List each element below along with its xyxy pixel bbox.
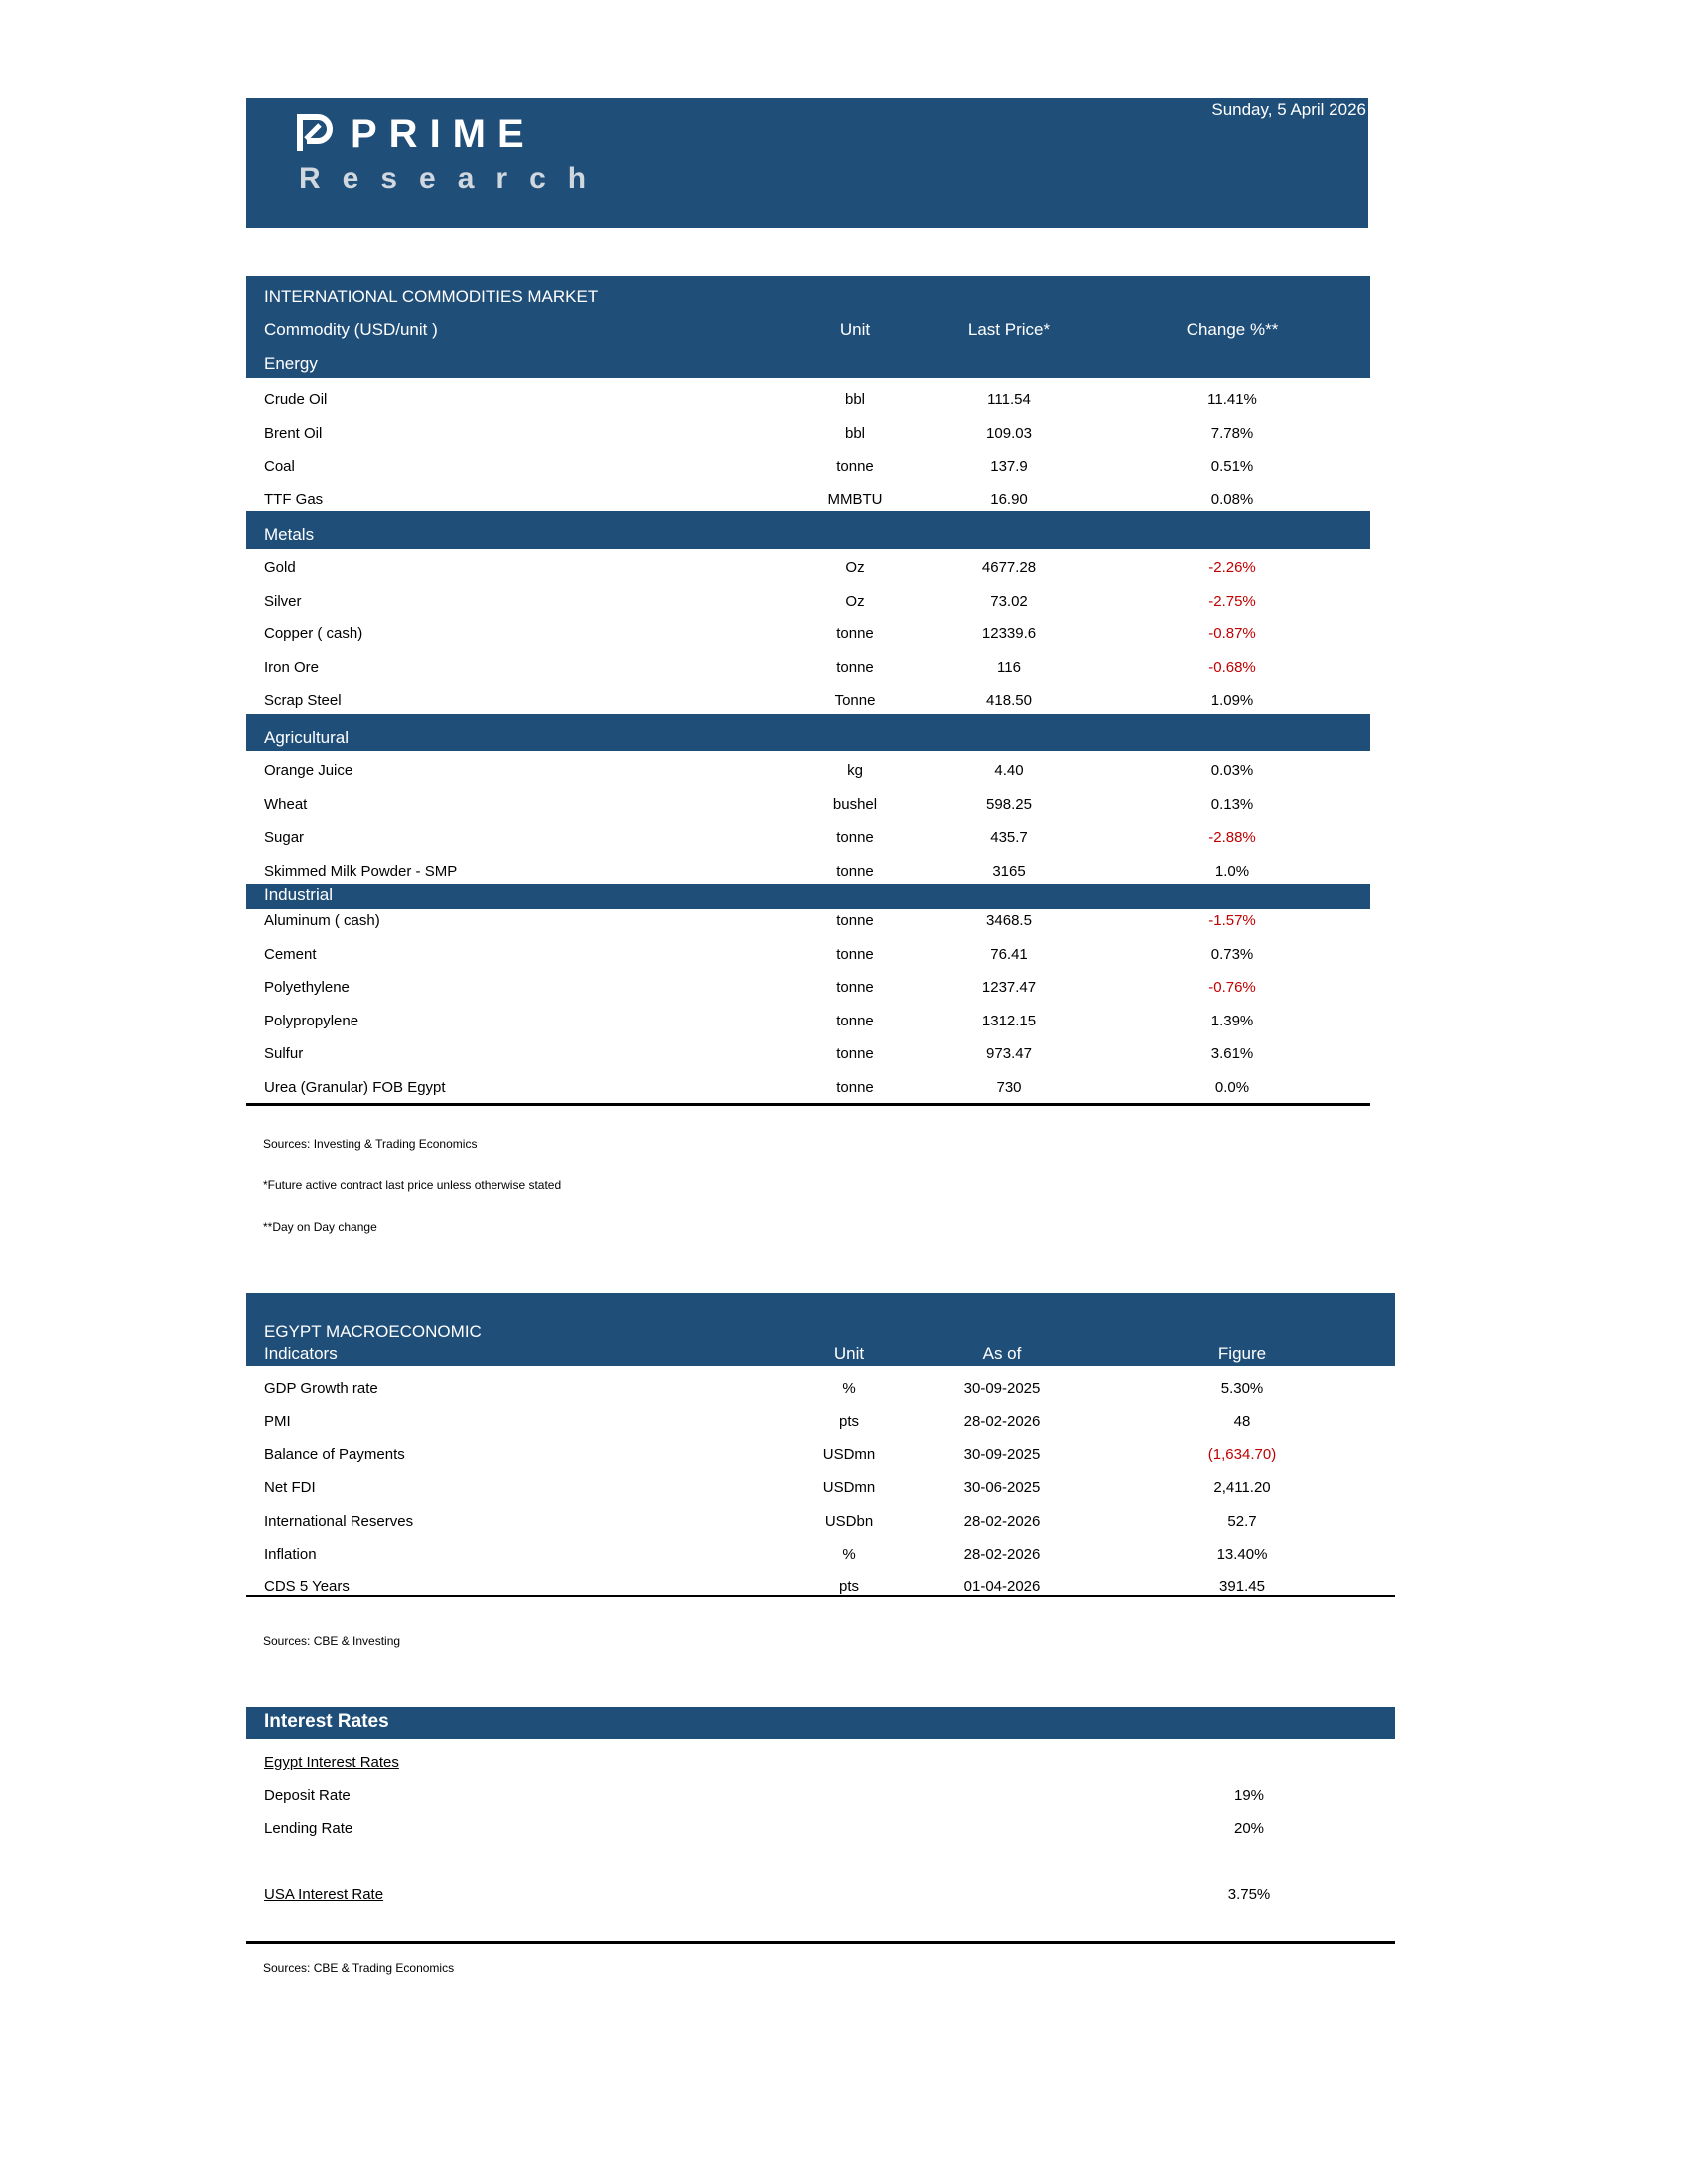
commodity-unit: tonne <box>836 658 874 676</box>
lending-rate-label: Lending Rate <box>264 1820 353 1837</box>
commodity-last-price: 1312.15 <box>981 1012 1037 1029</box>
table-row <box>246 450 1370 483</box>
col-change: Change %** <box>1186 320 1279 339</box>
col-indicators: Indicators <box>264 1344 338 1363</box>
commodity-last-price: 73.02 <box>990 592 1028 610</box>
indicator-unit: % <box>842 1546 856 1563</box>
col-figure: Figure <box>1217 1344 1267 1363</box>
indicator-figure: 52.7 <box>1227 1512 1257 1530</box>
commodity-unit: Tonne <box>834 692 876 709</box>
table-row <box>246 971 1370 1005</box>
table-row <box>246 938 1370 972</box>
commodity-last-price: 137.9 <box>990 458 1028 475</box>
commodity-name: Aluminum ( cash) <box>264 912 380 929</box>
rates-source-note: Sources: CBE & Trading Economics <box>263 1961 455 1975</box>
table-row <box>246 904 1370 938</box>
commodity-unit: tonne <box>836 829 874 846</box>
commodity-unit: tonne <box>836 1012 874 1029</box>
commodity-name: Brent Oil <box>264 424 323 442</box>
commodities-header <box>246 276 1370 378</box>
commodity-name: Skimmed Milk Powder - SMP <box>264 862 458 880</box>
table-row <box>246 551 1370 585</box>
commodity-name: Silver <box>264 592 302 610</box>
logo-wordmark-research: Research <box>299 162 609 195</box>
indicator-name: GDP Growth rate <box>264 1380 378 1397</box>
table-row <box>246 821 1370 855</box>
macro-title: EGYPT MACROECONOMIC <box>264 1322 482 1341</box>
deposit-rate-value: 19% <box>1233 1787 1265 1804</box>
commodity-name: Urea (Granular) FOB Egypt <box>264 1078 446 1096</box>
commodity-name: Coal <box>264 458 295 475</box>
commodity-change: -2.75% <box>1208 592 1256 610</box>
macro-header <box>246 1293 1395 1366</box>
commodity-unit: tonne <box>836 979 874 996</box>
indicator-figure: 391.45 <box>1219 1578 1265 1596</box>
commodity-unit: tonne <box>836 945 874 963</box>
indicator-name: Net FDI <box>264 1479 316 1497</box>
table-row <box>246 1570 1395 1604</box>
commodity-change: -0.87% <box>1208 625 1256 642</box>
col-last-price: Last Price* <box>967 320 1051 339</box>
table-row <box>246 1372 1395 1406</box>
commodity-name: Gold <box>264 559 296 576</box>
table-row <box>246 1037 1370 1071</box>
indicator-unit: USDmn <box>822 1445 876 1463</box>
commodity-name: Sulfur <box>264 1045 304 1062</box>
indicator-as-of: 30-09-2025 <box>963 1380 1041 1397</box>
report-date: Sunday, 5 April 2026 <box>1211 100 1366 119</box>
commodity-name: Sugar <box>264 829 305 846</box>
commodity-name: Polypropylene <box>264 1012 359 1029</box>
commodity-unit: bushel <box>832 795 878 813</box>
commodities-bottom-rule <box>246 1103 1370 1106</box>
commodity-change: -2.88% <box>1208 829 1256 846</box>
commodity-change: 1.0% <box>1214 862 1250 880</box>
commodity-unit: tonne <box>836 1078 874 1096</box>
indicator-figure: 48 <box>1233 1413 1251 1431</box>
rates-bottom-rule <box>246 1941 1395 1944</box>
commodity-last-price: 16.90 <box>990 490 1028 508</box>
commodity-change: 0.0% <box>1214 1078 1250 1096</box>
commodity-change: 3.61% <box>1210 1045 1254 1062</box>
indicator-as-of: 30-09-2025 <box>963 1445 1041 1463</box>
commodity-unit: Oz <box>845 559 865 576</box>
commodity-last-price: 76.41 <box>990 945 1028 963</box>
report-header <box>246 98 1368 228</box>
indicator-figure: (1,634.70) <box>1207 1445 1277 1463</box>
col-commodity: Commodity (USD/unit ) <box>264 320 438 339</box>
col-macro-unit: Unit <box>833 1344 865 1363</box>
lending-rate-row <box>246 1812 1395 1845</box>
commodity-last-price: 1237.47 <box>981 979 1037 996</box>
indicator-as-of: 28-02-2026 <box>963 1512 1041 1530</box>
commodity-last-price: 109.03 <box>986 424 1032 442</box>
commodity-last-price: 418.50 <box>986 692 1032 709</box>
table-row <box>246 585 1370 618</box>
col-unit: Unit <box>839 320 871 339</box>
commodity-last-price: 4.40 <box>994 762 1024 779</box>
macro-source-note: Sources: CBE & Investing <box>263 1634 401 1648</box>
commodity-last-price: 111.54 <box>987 391 1031 408</box>
commodity-last-price: 598.25 <box>986 795 1032 813</box>
commodity-last-price: 3165 <box>992 862 1026 880</box>
commodity-unit: tonne <box>836 625 874 642</box>
commodity-unit: kg <box>847 762 863 779</box>
table-row <box>246 1438 1395 1472</box>
commodity-unit: tonne <box>836 1045 874 1062</box>
commodity-name: Wheat <box>264 795 308 813</box>
usa-rate-label: USA Interest Rate <box>264 1886 384 1903</box>
group-agricultural: Agricultural <box>264 728 350 747</box>
commodity-unit: bbl <box>844 424 866 442</box>
table-row <box>246 754 1370 788</box>
commodity-name: Scrap Steel <box>264 692 342 709</box>
group-band-agricultural <box>246 714 1370 751</box>
indicator-figure: 5.30% <box>1220 1380 1264 1397</box>
table-row <box>246 617 1370 651</box>
usa-rate-value: 3.75% <box>1227 1886 1271 1903</box>
commodity-last-price: 3468.5 <box>986 912 1032 929</box>
table-row <box>246 1071 1370 1105</box>
indicator-as-of: 01-04-2026 <box>963 1578 1041 1596</box>
table-row <box>246 417 1370 451</box>
commodity-change: 1.09% <box>1210 692 1254 709</box>
commodity-last-price: 435.7 <box>990 829 1028 846</box>
commodity-change: 1.39% <box>1210 1012 1254 1029</box>
table-row <box>246 788 1370 822</box>
commodity-name: Crude Oil <box>264 391 328 408</box>
commodity-name: Copper ( cash) <box>264 625 363 642</box>
table-row <box>246 1405 1395 1438</box>
indicator-figure: 13.40% <box>1216 1546 1268 1563</box>
commodity-last-price: 730 <box>996 1078 1022 1096</box>
commodity-change: -1.57% <box>1208 912 1256 929</box>
egypt-rates-heading: Egypt Interest Rates <box>264 1754 399 1771</box>
commodities-title: INTERNATIONAL COMMODITIES MARKET <box>264 287 599 306</box>
commodity-name: Iron Ore <box>264 658 320 676</box>
group-band-metals <box>246 511 1370 549</box>
commodity-change: 11.41% <box>1207 391 1257 408</box>
commodities-source-note: Sources: Investing & Trading Economics <box>263 1137 478 1151</box>
indicator-name: Balance of Payments <box>264 1445 405 1463</box>
group-energy: Energy <box>264 354 318 373</box>
commodity-unit: tonne <box>836 912 874 929</box>
commodity-change: 0.13% <box>1210 795 1254 813</box>
commodity-change: 0.03% <box>1210 762 1254 779</box>
group-metals: Metals <box>264 525 315 544</box>
commodities-footnote-2: **Day on Day change <box>263 1220 377 1234</box>
table-row <box>246 1538 1395 1571</box>
indicator-name: PMI <box>264 1413 291 1431</box>
indicator-as-of: 28-02-2026 <box>963 1413 1041 1431</box>
indicator-as-of: 28-02-2026 <box>963 1546 1041 1563</box>
logo-wordmark-prime: PRIME <box>351 112 536 156</box>
macro-bottom-rule <box>246 1595 1395 1597</box>
egypt-rates-heading-row <box>246 1746 1395 1780</box>
commodity-name: Orange Juice <box>264 762 353 779</box>
commodity-name: Polyethylene <box>264 979 350 996</box>
commodity-change: -0.68% <box>1208 658 1256 676</box>
commodity-unit: MMBTU <box>827 490 883 508</box>
commodity-unit: Oz <box>845 592 865 610</box>
commodity-last-price: 973.47 <box>986 1045 1032 1062</box>
commodity-change: -2.26% <box>1208 559 1256 576</box>
commodity-unit: tonne <box>836 862 874 880</box>
rates-header <box>246 1707 1395 1739</box>
commodity-change: 0.51% <box>1210 458 1254 475</box>
commodity-change: 0.08% <box>1210 490 1254 508</box>
indicator-name: Inflation <box>264 1546 317 1563</box>
indicator-name: CDS 5 Years <box>264 1578 350 1596</box>
table-row <box>246 651 1370 685</box>
indicator-name: International Reserves <box>264 1512 414 1530</box>
commodity-change: 7.78% <box>1210 424 1254 442</box>
commodity-change: -0.76% <box>1208 979 1256 996</box>
commodity-change: 0.73% <box>1210 945 1254 963</box>
usa-rate-row <box>246 1878 1395 1912</box>
indicator-figure: 2,411.20 <box>1213 1479 1271 1497</box>
commodity-unit: tonne <box>836 458 874 475</box>
commodity-name: Cement <box>264 945 317 963</box>
deposit-rate-label: Deposit Rate <box>264 1787 351 1804</box>
indicator-unit: USDmn <box>822 1479 876 1497</box>
group-industrial: Industrial <box>264 886 333 904</box>
table-row <box>246 383 1370 417</box>
deposit-rate-row <box>246 1779 1395 1813</box>
table-row <box>246 1005 1370 1038</box>
indicator-unit: pts <box>838 1578 860 1596</box>
table-row <box>246 1471 1395 1505</box>
indicator-unit: USDbn <box>824 1512 874 1530</box>
commodity-unit: bbl <box>844 391 866 408</box>
indicator-as-of: 30-06-2025 <box>963 1479 1041 1497</box>
rates-title: Interest Rates <box>264 1711 389 1732</box>
commodity-last-price: 4677.28 <box>981 559 1037 576</box>
commodity-name: TTF Gas <box>264 490 324 508</box>
lending-rate-value: 20% <box>1233 1820 1265 1837</box>
indicator-unit: pts <box>838 1413 860 1431</box>
prime-logo-icon <box>296 113 336 160</box>
commodities-footnote-1: *Future active contract last price unless otherwise stated <box>263 1178 562 1192</box>
indicator-unit: % <box>842 1380 856 1397</box>
table-row <box>246 1505 1395 1539</box>
commodity-last-price: 12339.6 <box>981 625 1037 642</box>
commodity-last-price: 116 <box>997 658 1021 676</box>
col-as-of: As of <box>982 1344 1022 1363</box>
table-row <box>246 684 1370 718</box>
